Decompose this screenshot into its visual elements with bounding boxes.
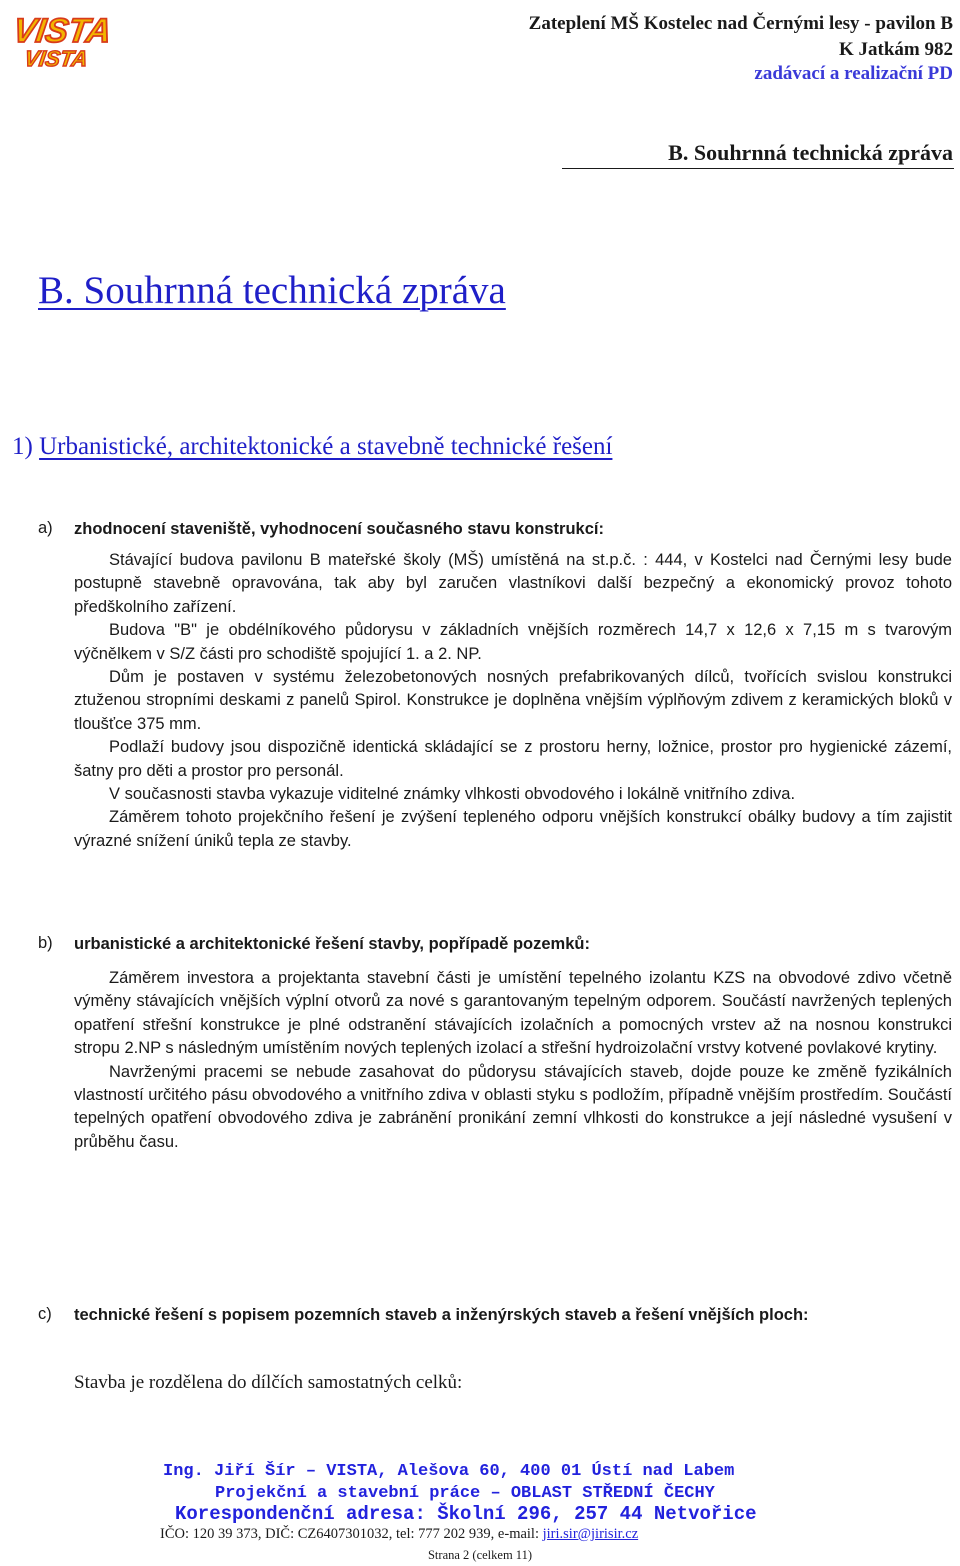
footer-contact [160,1526,638,1543]
paragraph: Záměrem tohoto projekčního řešení je zvýšení tepleného odporu vnějších konstrukcí obálky budovy a tím zajistit výrazné snížení úniků tepla ze stavby. [74,808,952,850]
paragraph: Stávající budova pavilonu B mateřské školy (MŠ) umístěná na st.p.č. : 444, v Kostelci nad Černými lesy bude postupně stavebně opravována, tak aby byl zaručen vlastníkovi další bezpečný a ekonomický provoz tohoto předškolního zařízení. [74,551,952,616]
subsection-c-intro: Stavba je rozdělena do dílčích samostatných celků: [74,1372,463,1393]
header-section-label: B. Souhrnná technická zpráva [668,140,953,165]
subsection-a-letter: a) [38,519,53,537]
email-link[interactable]: jiri.sir@jirisir.cz [542,1526,639,1542]
subsection-c-letter: c) [38,1305,52,1323]
footer-author: Ing. Jiří Šír – VISTA, Alešova 60, 400 01 Ústí nad Labem [163,1462,735,1481]
svg-text:VISTA: VISTA [10,12,114,50]
section-heading [12,433,612,461]
paragraph: Podlaží budovy jsou dispozičně identická skládající se z prostoru herny, ložnice, prostor pro hygienické zázemí, šatny pro děti a prostor pro personál. [74,738,952,780]
page-number: Strana 2 (celkem 11) [427,1548,532,1562]
subsection-c-title: technické řešení s popisem pozemních staveb a inženýrských staveb a řešení vnějších ploch: [74,1306,809,1324]
paragraph: Budova "B" je obdélníkového půdorysu v základních vnějších rozměrech 14,7 x 12,6 x 7,15 m s tvarovým výčnělkem v S/Z části pro schodiště spojující 1. a 2. NP. [74,621,952,663]
subsection-b-body [74,967,952,1154]
footer-ids: IČO: 120 39 373, DIČ: CZ6407301032, tel: 777 202 939, e-mail: [160,1526,543,1542]
header-project-name: Zateplení MŠ Kostelec nad Černými lesy - pavilon B [528,13,953,34]
section-number: 1) [12,433,33,460]
svg-text:VISTA: VISTA [22,46,90,71]
page-title: B. Souhrnná technická zpráva [38,269,506,312]
header-doc-type: zadávací a realizační PD [754,63,953,84]
subsection-a-title: zhodnocení staveniště, vyhodnocení současného stavu konstrukcí: [74,520,604,538]
subsection-b-title: urbanistické a architektonické řešení stavby, popřípadě pozemků: [74,935,590,953]
section-title: Urbanistické, architektonické a stavebně technické řešení [39,433,613,460]
subsection-b-letter: b) [38,934,53,952]
footer-correspondence: Korespondenční adresa: Školní 296, 257 44 Netvořice [175,1503,757,1525]
subsection-a-body [74,549,952,853]
header-address: K Jatkám 982 [839,39,953,60]
paragraph: Dům je postaven v systému železobetonových nosných prefabrikovaných dílců, tvořících svislou konstrukci ztuženou stropními deskami z panelů Spirol. Konstrukce je doplněna vnějším výplňovým zdivem z keramických bloků v tloušťce 375 mm. [74,668,952,733]
header-divider [562,168,954,169]
paragraph: Záměrem investora a projektanta stavební části je umístění tepelného izolantu KZS na obvodové zdivo včetně výměny stávajících vnějších výplní otvorů za nové s garantovaným tepelným odporem. Součástí navržených teplených opatření střešní konstrukce je plné odstranění stávajících izolačních a pomocných vrstev až na nosnou konstrukci stropu 2.NP s následným umístěním nových teplených izolací a střešní hydroizolační vrstvy kotvené povlakové krytiny. [74,969,952,1058]
footer-services: Projekční a stavební práce – OBLAST STŘEDNÍ ČECHY [215,1484,715,1503]
vista-logo [10,6,114,71]
paragraph: Navrženými pracemi se nebude zasahovat do půdorysu stávajících staveb, dojde pouze ke změně fyzikálních vlastností určitého pásu obvodového a vnitřního zdiva v oblasti styku s podložím, případně vnějším prostředím. Součástí tepelných opatření obvodového zdiva je zabránění pronikání zemní vlhkosti do konstrukce a její následné vysušení v průběhu času. [74,1062,952,1151]
paragraph: V současnosti stavba vykazuje viditelné známky vlhkosti obvodového i lokálně vnitřního zdiva. [109,785,796,804]
